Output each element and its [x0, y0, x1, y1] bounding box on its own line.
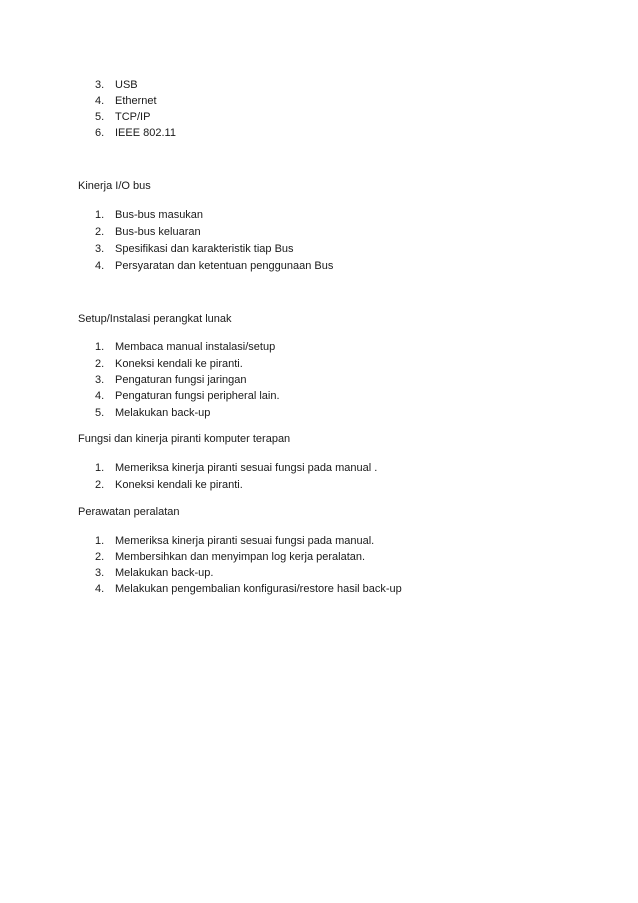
- list-number: 6.: [95, 127, 105, 139]
- list-text: Koneksi kendali ke piranti.: [115, 358, 243, 370]
- list-text: Melakukan back-up.: [115, 567, 214, 579]
- section-heading: Kinerja I/O bus: [78, 180, 151, 192]
- list-text: Koneksi kendali ke piranti.: [115, 479, 243, 491]
- list-number: 5.: [95, 407, 105, 419]
- list-text: Membaca manual instalasi/setup: [115, 341, 276, 353]
- list-number: 1.: [95, 209, 105, 221]
- section-heading: Fungsi dan kinerja piranti komputer terapan: [78, 433, 291, 445]
- list-text: IEEE 802.11: [115, 127, 176, 139]
- list-number: 1.: [95, 535, 105, 547]
- list-number: 4.: [95, 390, 105, 402]
- list-number: 1.: [95, 462, 105, 474]
- list-text: Bus-bus masukan: [115, 209, 204, 221]
- list-number: 4.: [95, 95, 105, 107]
- list-number: 3.: [95, 567, 105, 579]
- list-number: 1.: [95, 341, 105, 353]
- list-number: 2.: [95, 358, 105, 370]
- list-text: USB: [115, 79, 138, 91]
- list-number: 4.: [95, 583, 105, 595]
- list-text: Pengaturan fungsi peripheral lain.: [115, 390, 280, 402]
- list-text: Spesifikasi dan karakteristik tiap Bus: [115, 243, 294, 255]
- list-number: 3.: [95, 374, 105, 386]
- list-text: Membersihkan dan menyimpan log kerja peralatan.: [115, 551, 366, 563]
- list-text: Melakukan pengembalian konfigurasi/restore hasil back-up: [115, 583, 402, 595]
- list-text: Bus-bus keluaran: [115, 226, 201, 238]
- list-text: Ethernet: [115, 95, 157, 107]
- list-text: Melakukan back-up: [115, 407, 211, 419]
- list-text: Pengaturan fungsi jaringan: [115, 374, 247, 386]
- list-text: TCP/IP: [115, 111, 151, 123]
- list-number: 5.: [95, 111, 105, 123]
- section-heading: Perawatan peralatan: [78, 506, 180, 518]
- list-number: 2.: [95, 479, 105, 491]
- list-text: Persyaratan dan ketentuan penggunaan Bus: [115, 260, 334, 272]
- list-number: 3.: [95, 243, 105, 255]
- section-heading: Setup/Instalasi perangkat lunak: [78, 313, 232, 325]
- list-number: 4.: [95, 260, 105, 272]
- list-number: 3.: [95, 79, 105, 91]
- list-number: 2.: [95, 551, 105, 563]
- list-text: Memeriksa kinerja piranti sesuai fungsi pada manual .: [115, 462, 378, 474]
- list-text: Memeriksa kinerja piranti sesuai fungsi pada manual.: [115, 535, 375, 547]
- list-number: 2.: [95, 226, 105, 238]
